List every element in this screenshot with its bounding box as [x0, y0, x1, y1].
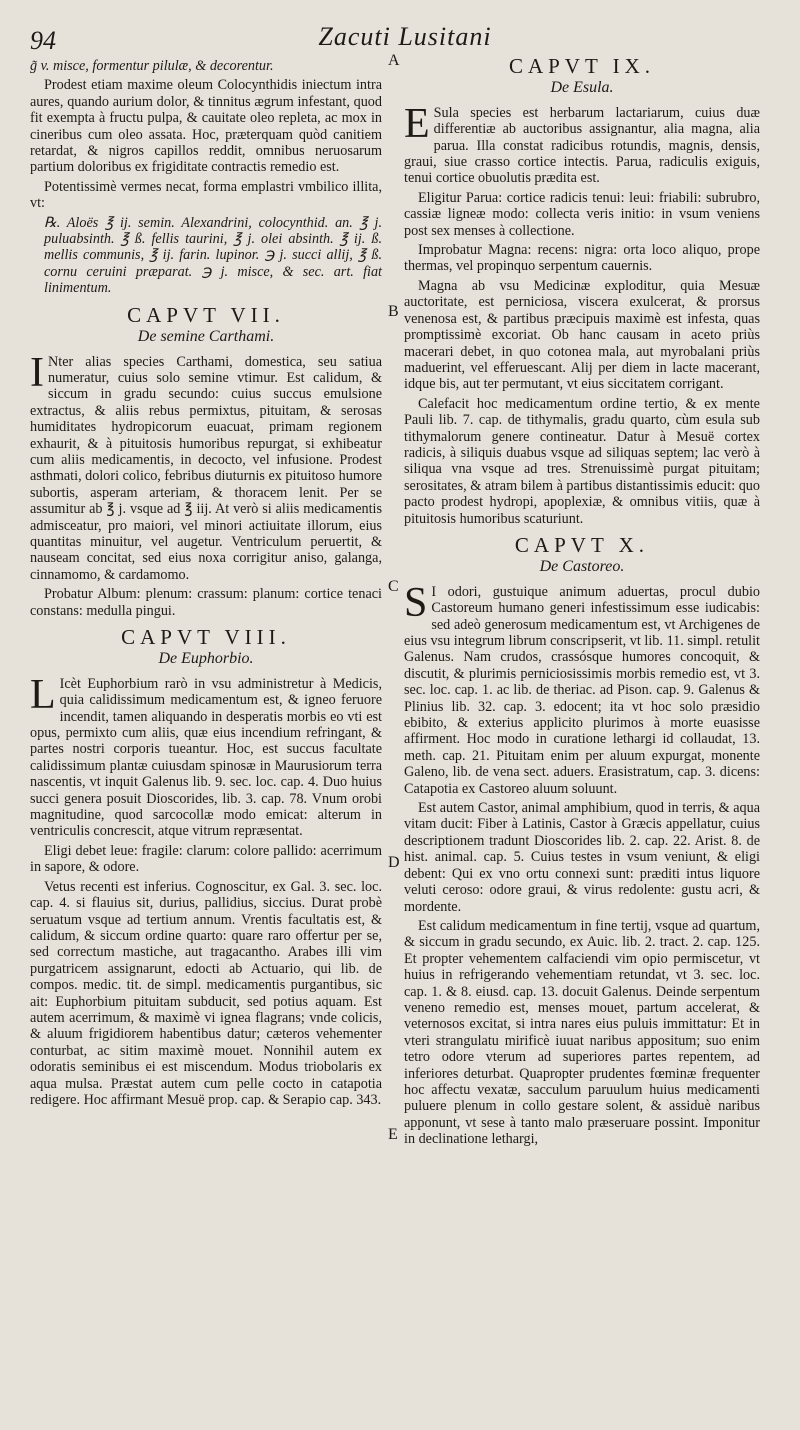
chapter-8-para-1 [30, 671, 382, 840]
paragraph-text: I odori, gustuique animum aduertas, procul dubio Castoreum humano generi infestissimum esse iudicabis: sed adeò generosum medicamentum est, vt Archigenes de eius vsu integrum librum conscripserit, vt lib. 11. simpl. retulit Galenus. Nam crudos, crassósque humores concoquit, & discutit, & plurimis perniciosissimis morbis remedio est, vt 3. sec. loc. cap. 1. ac lib. de theriac. ad Pison. cap. 9. Galenus & Plinius lib. 32. cap. 3. edocent; ita vt hoc solo præsidio ebibito, & exterius applicito plurimos à morte euasisse affirment. Hoc modo in curatione lethargi id collaudat, 13. meth. cap. 21. Pituitam enim per aluum expurgat, monente Galeno, lib. de vena sect. aduers. Erasistratum, cap. 3. dicens: Catapotia ex Castoreo aluum soluunt. [404, 583, 760, 797]
paragraph: Est autem Castor, animal amphibium, quod in terris, & aqua vitam ducit: Fiber à Latinis, Castor à Græcis appellatur, cuius descriptionem tradunt Dioscorides lib. 2. cap. 22. Arist. 8. de hist. animal. cap. 5. Cuius testes in vsum veniunt, & eligi debent: Qui ex vno ortu connexi sunt: præditi intus liquore veluti ceroso: odore graui, & virus redolente: gustu acri, & mordente. [404, 800, 760, 915]
paragraph-text: Icèt Euphorbium rarò in vsu administretur à Medicis, quia calidissimum medicamentum est, & igneo feruore incendit, tamen aliquando in desperatis morbis eo vti est opus, permixto cum aliis, quæ eius incendium refringant, & partes nostri corporis tueantur. Hoc, est succus facultate calidissimum plantæ cuiusdam spinosæ in Maurusiorum terra nascentis, vt inquit Galenus lib. 9. sec. loc. cap. 4. Duo huius succi genera posuit Dioscorides, lib. 3. cap. 78. Vnum orobi magnitudine, quod sarcocollæ modo emicat: alterum in ventriculis concrescit, atque vitrum repræsentat. [30, 675, 382, 840]
paragraph: Prodest etiam maxime oleum Colocynthidis iniectum intra aures, quando aurium dolor, & tinnitus ægrum infestant, quod fit exempta à fructu pulpa, & cauitate oleo repleta, ac mox in cineribus cum oleo assata. Hoc, præterquam quòd canitiem retardat, & nigros capillos reddit, omnibus neruosarum partium doloribus ex frigiditate contractis remedio est. [30, 77, 382, 176]
chapter-8-title: CAPVT VIII. [121, 625, 291, 649]
paragraph: Vetus recenti est inferius. Cognoscitur, ex Gal. 3. sec. loc. cap. 4. si flauius sit, durius, pallidius, siccius. Durat probè seruatum vsque ad tertium annum. Vrentis facultatis est, & calidum, & siccum ordine quarto: quare raro offertur per se, sed correctum mastiche, aut tragacantho. Arabes illi vim purgatricem assignarunt, edocti ab Actuario, qui lib. de compos. medic. tit. de simpl. medicamentis purgantibus, sic ait: Euphorbium pituitam subducit, sed potius aquam. Est autem acerrimum, & maximè vi ignea flagrans; vnde colicis, & aluum frigidiorem habentibus datur; cæteros vehementer conturbat, ac sitim maximè mouet. Nonnihil autem ex odoratis seminibus ei est miscendum. Modus triobolaris ex aqua mulsa. Præstat autem cum pelle cocto in catapotia redigere. Hoc affirmant Mesuë prop. cap. & Serapio cap. 343. [30, 878, 382, 1108]
left-column [30, 58, 382, 1111]
recipe-paragraph: ℞. Aloës ℥ ij. semin. Alexandrini, colocynthid. an. ℥ j. puluabsinth. ℥ ß. fellis taurini, ℥ j. olei absinth. ℥ ij. ß. mellis communis, ℥ ij. farin. lupinor. ℈ j. succi allij, ℥ ß. cornu ceruini præparat. ℈ j. misce, & sec. art. fiat linimentum. [44, 214, 382, 297]
margin-letter-b: B [388, 303, 399, 320]
paragraph: Potentissimè vermes necat, forma emplastri vmbilico illita, vt: [30, 178, 382, 212]
drop-cap: E [404, 100, 430, 147]
chapter-9-para-1 [404, 100, 760, 187]
chapter-8-subtitle: De Euphorbio. [158, 650, 254, 668]
chapter-9-subtitle: De Esula. [550, 79, 614, 97]
margin-letter-d: D [388, 854, 400, 871]
paragraph: Magna ab vsu Medicinæ exploditur, quia Mesuæ auctoritate, est perniciosa, viscera exulcerat, & prorsus venenosa est, & partibus præcipuis maximè est infesta, quas promptissimè excoriat. Ob hanc causam in aceto priùs macerari debet, in quo cotonea mala, aut myrobalani priùs maduerint, vel efferuescant. Alij per diem in lacte macerant, idque bis, aut ter permutant, vt eius siccitatem corrigant. [404, 277, 760, 393]
drop-cap: I [30, 349, 44, 396]
paragraph: Est calidum medicamentum in fine tertij, vsque ad quartum, & siccum in gradu secundo, ex Auic. lib. 2. tract. 2. cap. 125. Et propter vehementem calfaciendi vim opio permiscetur, vt huius in refrigerando vehementiam retundat, vt 3. sec. loc. cap. 1. & 8. eiusd. cap. 13. docuit Galenus. Deinde serpentum veneno remedio est, menses mouet, partum accelerat, & veternosos excitat, si intra nares eius puluis immittatur: Et in vteri strangulatu mirificè iuuat naribus appositum; suo enim tetro odore vterum ad superiores partes repentem, ad inferiores deturbat. Quapropter prudentes fœminæ frequenter hoc affectu vexatæ, sacculum paruulum huius medicamenti puluere plenum in collo gestare solent, & assiduè naribus apponunt, vt sese à tanto malo præseruare possint. Imponitur in declinatione lethargi, [404, 917, 760, 1148]
right-column [404, 54, 760, 1151]
chapter-7-subtitle: De semine Carthami. [137, 328, 275, 346]
chapter-7-title: CAPVT VII. [127, 302, 285, 327]
paragraph-text: Nter alias species Carthami, domestica, seu satiua numeratur, cuius solo semine vtimur. Est calidum, & siccum in gradu secundo: cuius succus emulsione extractus, & aliis rebus permixtus, pituitam, & serosas humiditates hydropicorum euacuat, primam regionem exhaurit, & à pituitosis humoribus repurgat, si exhibeatur cum aliis medicamentis, in decocto, vel infusione. Prodest asthmati, dolori colico, febribus diuturnis ex pituitoso humore subortis, asperam arteriam, & thoracem lenit. Per se assumitur ab ℥ j. vsque ad ℥ iij. At verò si aliis medicamentis admisceatur, pro maiori, vel minori actiuitate illorum, eius quantitas minuitur, vel augetur. Ventriculum peruertit, & nauseam concitat, sed eius noxa corrigitur aniso, galanga, cinnamomo, & cardamomo. [30, 353, 382, 583]
chapter-9-title: CAPVT IX. [508, 54, 656, 78]
intro-line: g̃ v. misce, formentur pilulæ, & decorentur. [30, 58, 274, 74]
chapter-10-subtitle: De Castoreo. [539, 558, 625, 576]
chapter-10-para-1 [404, 579, 760, 797]
page-number: 94 [30, 26, 56, 55]
page-header [30, 22, 780, 62]
paragraph: Eligi debet leue: fragile: clarum: colore pallido: acerrimum in sapore, & odore. [30, 842, 382, 876]
paragraph: Probatur Album: plenum: crassum: planum: cortice tenaci constans: medulla pingui. [30, 586, 382, 619]
paragraph: Improbatur Magna: recens: nigra: orta loco aliquo, prope thermas, vel propinquo serpentum cauernis. [404, 242, 760, 275]
paragraph: Calefacit hoc medicamentum ordine tertio, & ex mente Pauli lib. 7. cap. de tithymalis, gradu quarto, cùm esula sub tithymalorum genere contineatur. Datur à Mesuë cortex radicis, à siliquis duabus vsque ad siliquas septem; lac verò à siliqua vna vsque ad tres. Strenuissimè purgat pituitam; serositates, & atram bilem à partibus distantissimis educit: quo pacto prodest hydropi, apoplexiæ, & omnibus vitiis, quæ à pituitosis humoribus scaturiunt. [404, 395, 760, 527]
drop-cap: S [404, 579, 428, 626]
margin-letter-c: C [388, 578, 399, 595]
margin-letter-e: E [388, 1126, 398, 1143]
chapter-7-para-1 [30, 349, 382, 584]
chapter-10-title: CAPVT X. [514, 532, 650, 557]
running-head: Zacuti Lusitani [318, 22, 492, 51]
margin-letter-a: A [388, 52, 400, 69]
paragraph: Eligitur Parua: cortice radicis tenui: leui: friabili: subrubro, cassiæ ligneæ modo: collecta veris initio: in vsum veniens post sex menses à collectione. [404, 189, 760, 239]
drop-cap: L [30, 671, 56, 718]
paragraph-text: Sula species est herbarum lactariarum, cuius duæ differentiæ ab auctoribus assignantur, alia magna, alia parua. Illa constat radicibus rotundis, magnis, densis, graui, siue crasso cortice intectis. Parua, radiculis exiguis, tenui cortice obuolutis prædita est. [404, 104, 760, 187]
